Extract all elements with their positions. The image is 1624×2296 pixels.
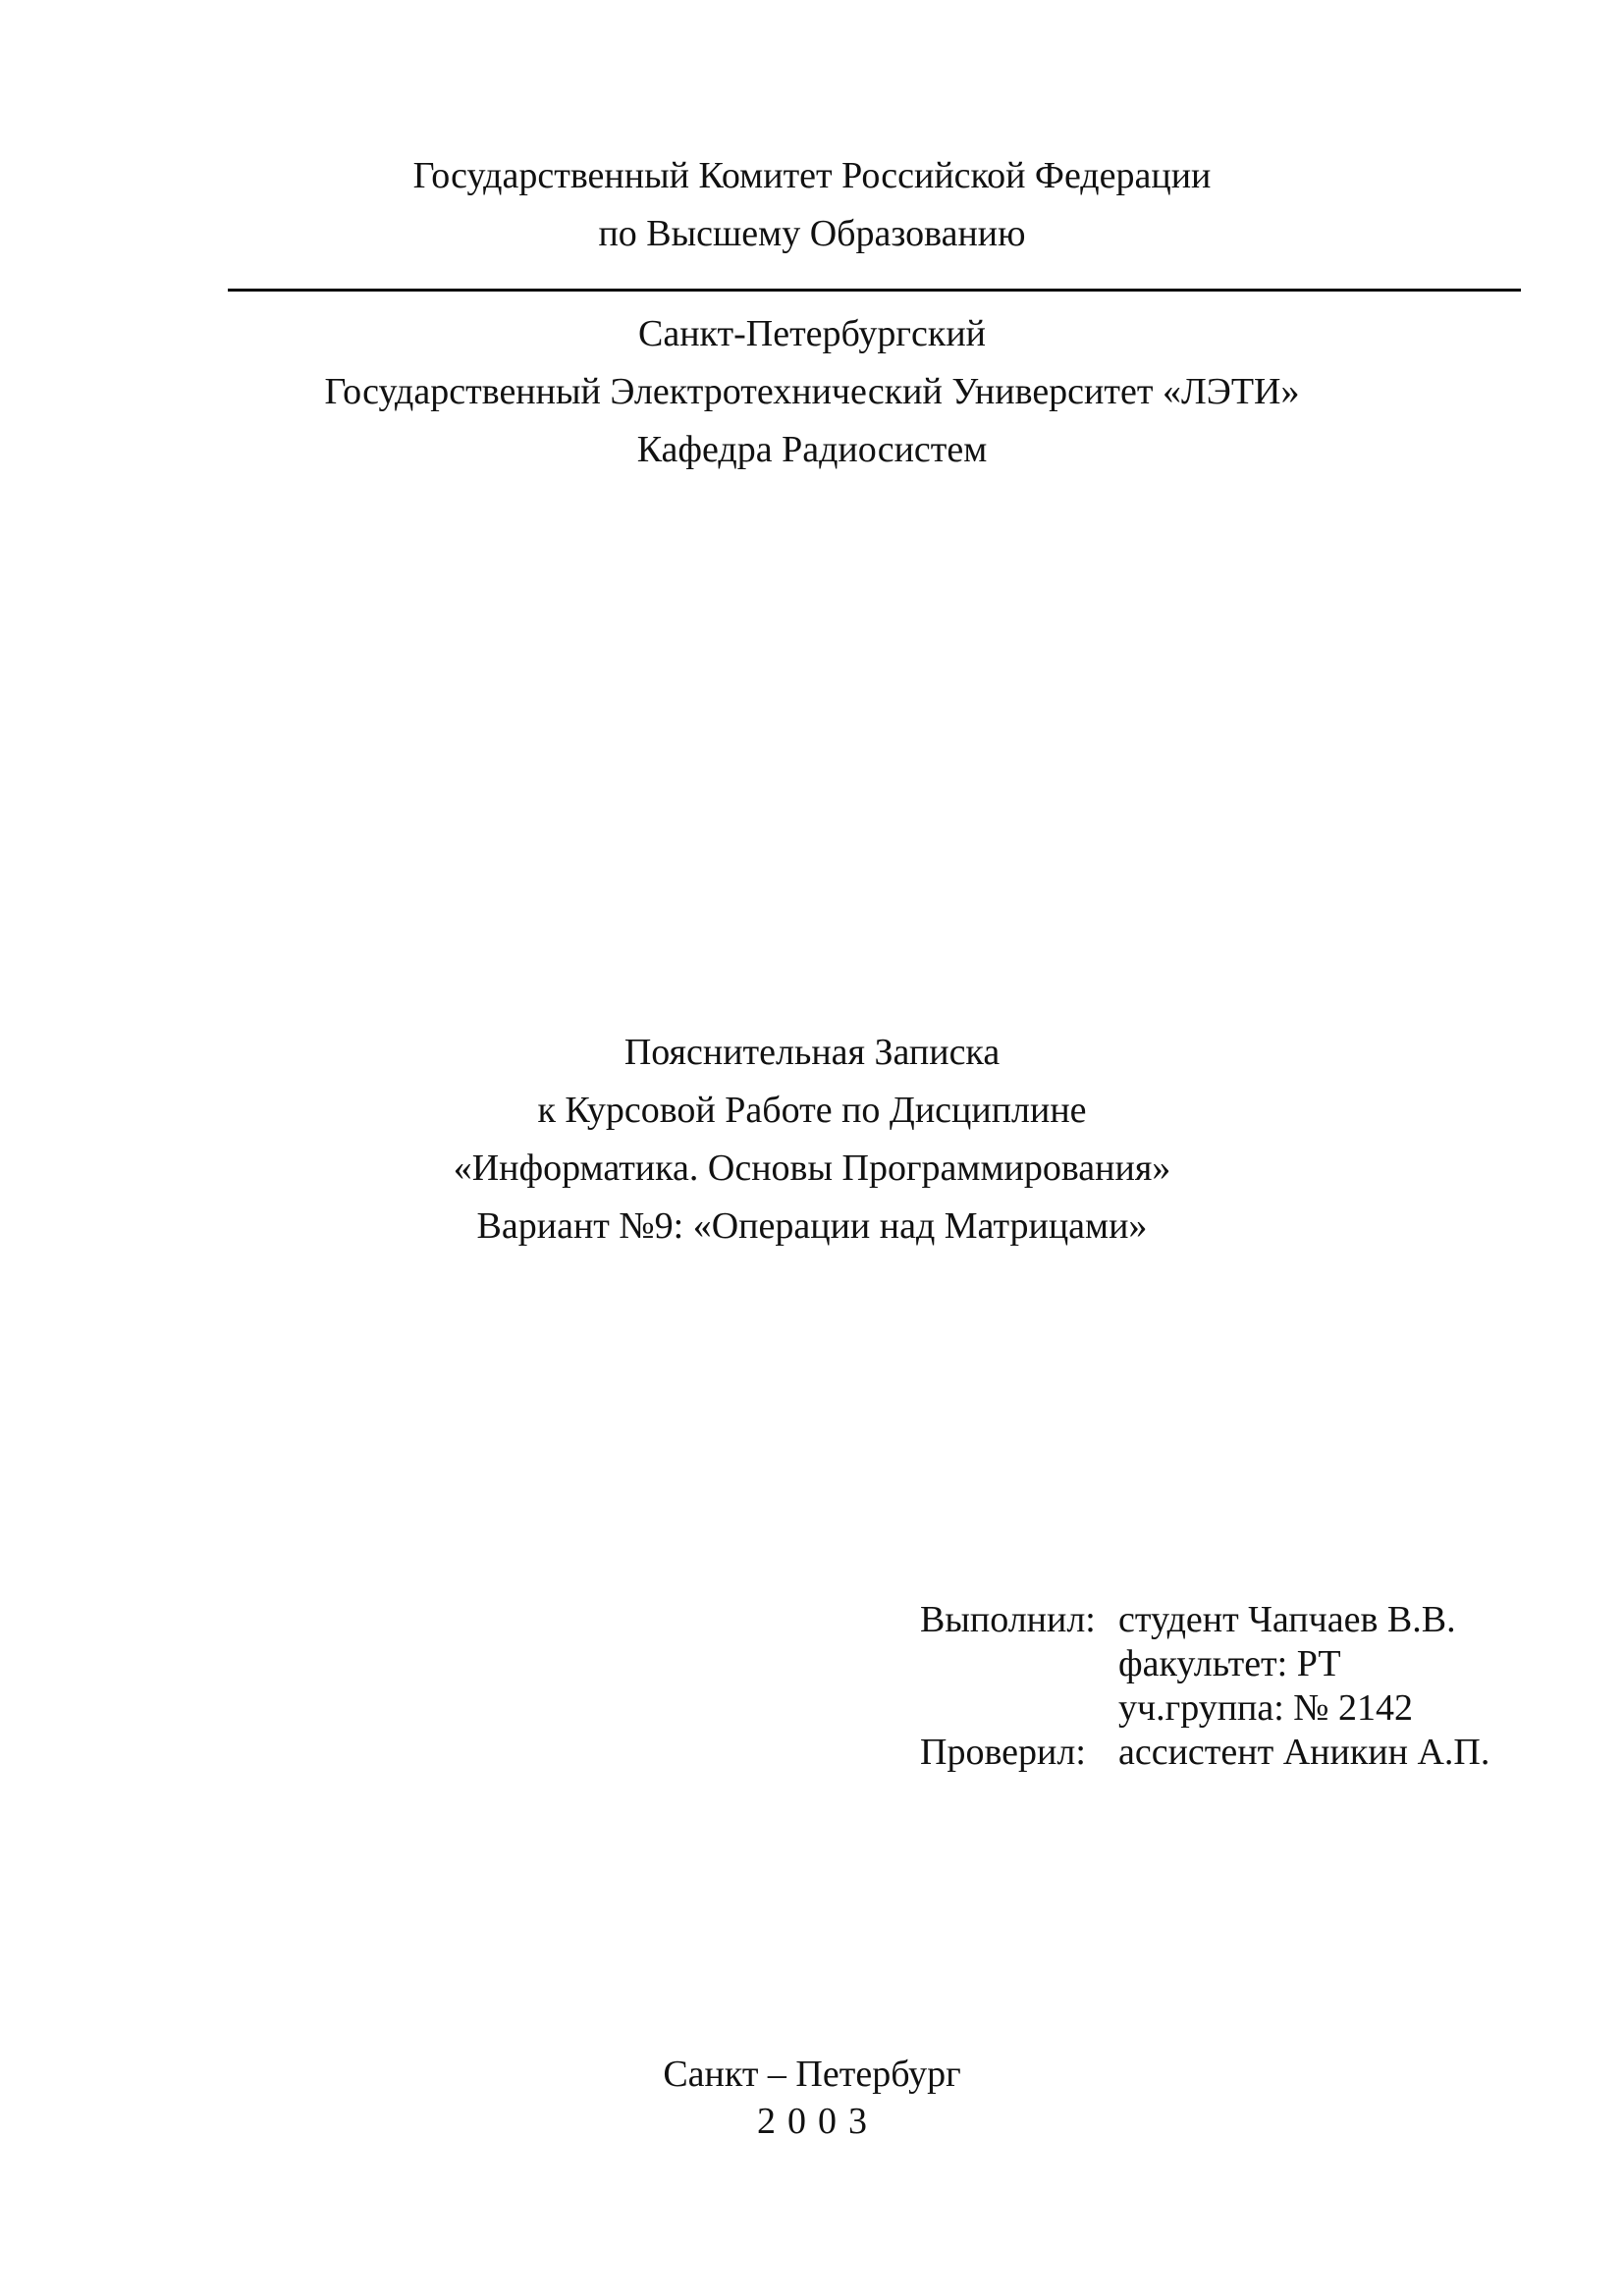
document-title: Пояснительная Записка (623, 1032, 1001, 1073)
signature-row (920, 1598, 1489, 1642)
signature-row (920, 1642, 1489, 1686)
study-group: уч.группа: № 2142 (1118, 1687, 1414, 1729)
empty-cell (920, 1686, 1118, 1731)
footer-year: 2003 (757, 2101, 879, 2142)
signature-block (920, 1598, 1489, 1775)
checked-by: ассистент Аникин А.П. (1118, 1732, 1490, 1773)
ministry-line-1: Государственный Комитет Российской Федерации (412, 155, 1212, 196)
discipline-name: «Информатика. Основы Программирования» (453, 1148, 1171, 1189)
variant-line: Вариант №9: «Операции над Матрицами» (476, 1205, 1148, 1247)
university-city: Санкт-Петербургский (637, 313, 987, 354)
signature-row (920, 1731, 1489, 1775)
department-name: Кафедра Радиосистем (636, 429, 988, 470)
empty-cell (920, 1642, 1118, 1686)
footer-city: Санкт – Петербург (663, 2054, 961, 2095)
faculty: факультет: РТ (1118, 1643, 1341, 1684)
performed-by: студент Чапчаев В.В. (1118, 1599, 1456, 1640)
ministry-line-2: по Высшему Образованию (598, 213, 1026, 254)
checked-label: Проверил: (920, 1732, 1086, 1773)
performed-label: Выполнил: (920, 1599, 1096, 1640)
document-subtitle: к Курсовой Работе по Дисциплине (537, 1090, 1087, 1131)
signature-row (920, 1686, 1489, 1731)
university-name: Государственный Электротехнический Университет «ЛЭТИ» (324, 371, 1300, 412)
header-divider (228, 289, 1521, 292)
